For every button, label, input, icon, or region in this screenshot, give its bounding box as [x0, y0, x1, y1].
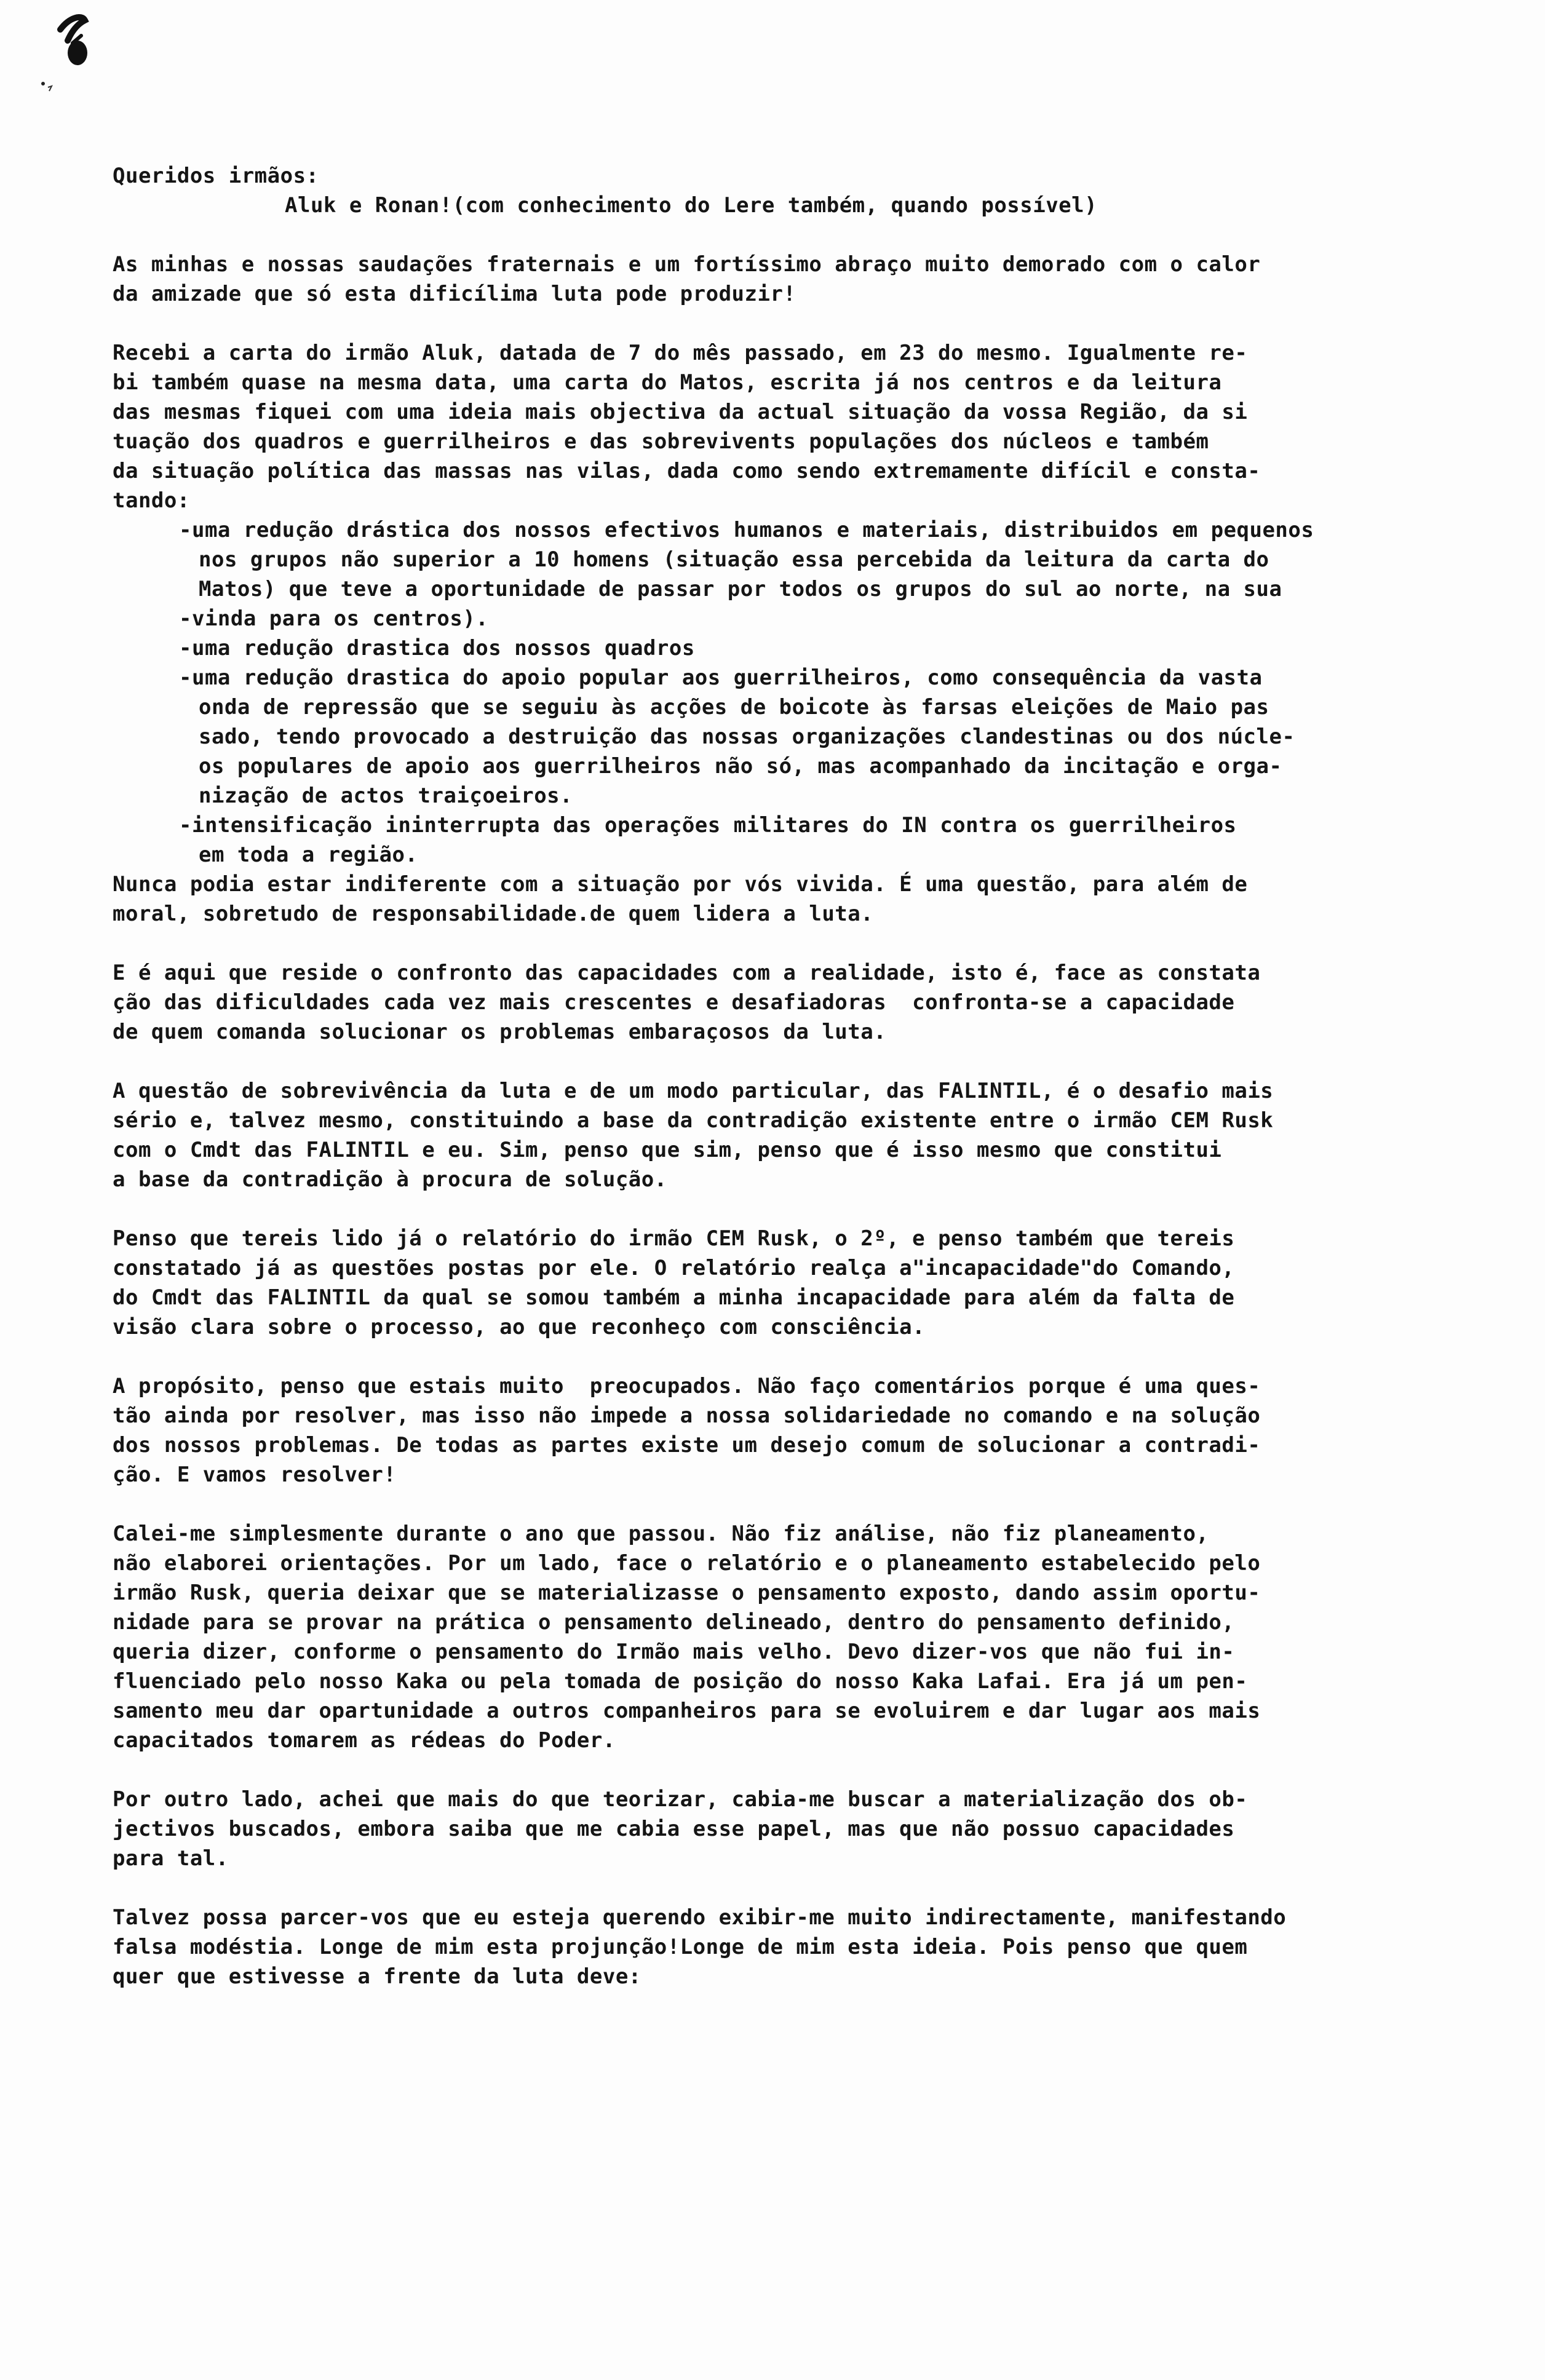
- greeting-paragraph: As minhas e nossas saudações fraternais e um fortíssimo abraço muito demorado com o calor da amizade que só esta dificílima luta pode produzir!: [113, 252, 1261, 306]
- situation-list: [113, 515, 1490, 870]
- salutation: Queridos irmãos:: [113, 164, 319, 188]
- paragraph-modesty: Talvez possa parcer-vos que eu esteja querendo exibir-me muito indirectamente, manifestando falsa modéstia. Longe de mim esta projunção!Longe de mim esta ideia. Pois penso que quem quer que estivesse a frente da luta deve:: [113, 1905, 1287, 1989]
- list-item: -uma redução drastica do apoio popular aos guerrilheiros, como consequência da vasta onda de repressão que se seguiu às acções de boicote às farsas eleições de Maio pas sado, tendo provocado a destruição das nossas organizações clandestinas ou dos núcle- os populares de apoio aos guerrilheiros não só, mas acompanhado da incitação e orga- nização de actos traiçoeiros.: [179, 665, 1295, 808]
- handwritten-mark-icon: [36, 11, 103, 97]
- paragraph-report: Penso que tereis lido já o relatório do irmão CEM Rusk, o 2º, e penso também que tereis constatado já as questões postas por ele. O relatório realça a"incapacidade"do Comando, do Cmdt das FALINTIL da qual se somou também a minha incapacidade para além da falta de visão clara sobre o processo, ao que reconheço com consciência.: [113, 1226, 1235, 1339]
- paragraph-concern: A propósito, penso que estais muito preocupados. Não faço comentários porque é uma ques- tão ainda por resolver, mas isso não impede a nossa solidariedade no comando e na solução dos nossos problemas. De todas as partes existe um desejo comum de solucionar a contradi- ção. E vamos resolver!: [113, 1374, 1261, 1487]
- paragraph-survival: A questão de sobrevivência da luta e de um modo particular, das FALINTIL, é o desafio mais sério e, talvez mesmo, constituindo a base da contradição existente entre o irmão CEM Rusk com o Cmdt das FALINTIL e eu. Sim, penso que sim, penso que é isso mesmo que constitui a base da contradição à procura de solução.: [113, 1079, 1274, 1192]
- paragraph-letters-received: Recebi a carta do irmão Aluk, datada de 7 do mês passado, em 23 do mesmo. Igualmente re- bi também quase na mesma data, uma carta do Matos, escrita já nos centros e da leitura das mesmas fiquei com uma ideia mais objectiva da actual situação da vossa Região, da si tuação dos quadros e guerrilheiros e das sobrevivents populações dos núcleos e também da situação política das massas nas vilas, dada como sendo extremamente difícil e consta- tando:: [113, 341, 1261, 513]
- list-item: -uma redução drástica dos nossos efectivos humanos e materiais, distribuidos em pequenos nos grupos não superior a 10 homens (situação essa percebida da leitura da carta do Matos) que teve a oportunidade de passar por todos os grupos do sul ao norte, na sua -vinda para os centros).: [179, 518, 1314, 631]
- paragraph-materialization: Por outro lado, achei que mais do que teorizar, cabia-me buscar a materialização dos ob- jectivos buscados, embora saiba que me cabia esse papel, mas que não possuo capacidades para tal.: [113, 1787, 1248, 1871]
- list-item: -intensificação ininterrupta das operações militares do IN contra os guerrilheiros em toda a região.: [179, 813, 1237, 867]
- addressees: Aluk e Ronan!(com conhecimento do Lere também, quando possível): [285, 193, 1098, 218]
- paragraph-capacities: E é aqui que reside o confronto das capacidades com a realidade, isto é, face as constata ção das dificuldades cada vez mais crescentes e desafiadoras confronta-se a capacidade de quem comanda solucionar os problemas embaraçosos da luta.: [113, 961, 1261, 1044]
- letter-body: [113, 161, 1490, 2021]
- list-item: -uma redução drastica dos nossos quadros: [179, 636, 695, 660]
- paragraph-responsibility: Nunca podia estar indiferente com a situação por vós vivida. É uma questão, para além de moral, sobretudo de responsabilidade.de quem lidera a luta.: [113, 872, 1248, 926]
- paragraph-silence: Calei-me simplesmente durante o ano que passou. Não fiz análise, não fiz planeamento, não elaborei orientações. Por um lado, face o relatório e o planeamento estabelecido pelo irmão Rusk, queria deixar que se materializasse o pensamento exposto, dando assim oportu- nidade para se provar na prática o pensamento delineado, dentro do pensamento definido, queria dizer, conforme o pensamento do Irmão mais velho. Devo dizer-vos que não fui in- fluenciado pelo nosso Kaka ou pela tomada de posição do nosso Kaka Lafai. Era já um pen- samento meu dar opartunidade a outros companheiros para se evoluirem e dar lugar aos mais capacitados tomarem as rédeas do Poder.: [113, 1521, 1261, 1753]
